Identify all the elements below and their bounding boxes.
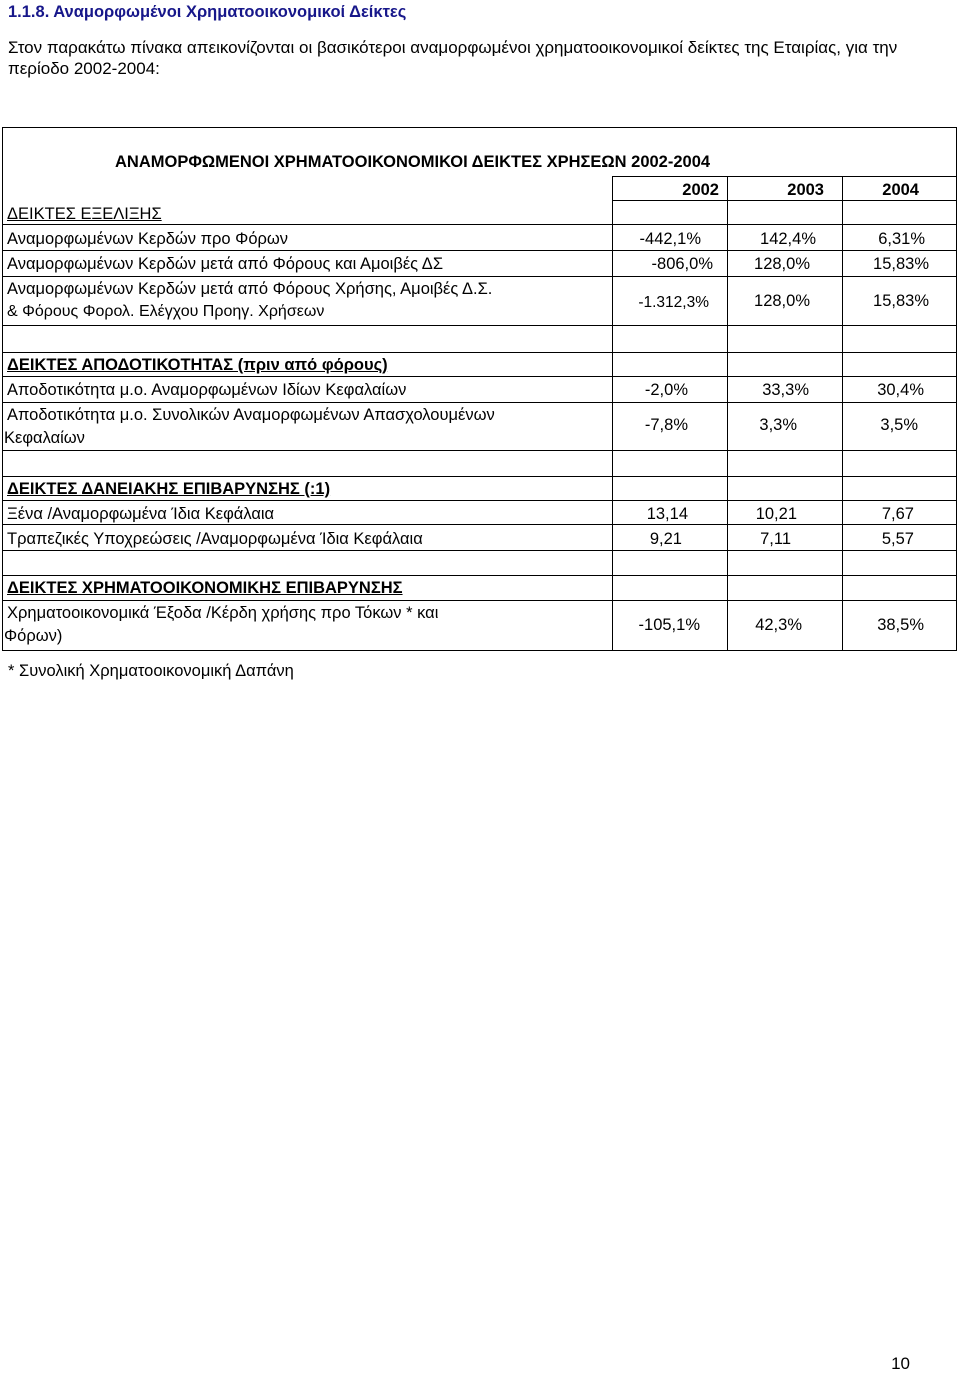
footnote: * Συνολική Χρηματοοικονομική Δαπάνη bbox=[8, 662, 294, 680]
row-label-line: Αναμορφωμένων Κερδών μετά από Φόρους Χρήσης, Αμοιβές Δ.Σ. bbox=[7, 280, 493, 298]
year-header: 2003 bbox=[787, 181, 824, 199]
row-value: 9,21 bbox=[649, 530, 682, 548]
row-value: 128,0% bbox=[754, 255, 810, 273]
row-value: -806,0% bbox=[651, 255, 713, 273]
row-value: 33,3% bbox=[762, 381, 809, 399]
row-value: 6,31% bbox=[878, 230, 925, 248]
row-value: 15,83% bbox=[873, 255, 929, 273]
group-heading-financial: ΔΕΙΚΤΕΣ ΧΡΗΜΑΤΟΟΙΚΟΝΟΜΙΚΗΣ ΕΠΙΒΑΡΥΝΣΗΣ bbox=[7, 579, 403, 597]
year-header: 2004 bbox=[882, 181, 919, 199]
row-divider bbox=[2, 476, 957, 477]
row-divider bbox=[2, 325, 957, 326]
page-number: 10 bbox=[891, 1354, 910, 1373]
row-label-line: Αποδοτικότητα μ.ο. Συνολικών Αναμορφωμένων Απασχολουμένων bbox=[7, 406, 495, 424]
row-label-line: & Φόρους Φορολ. Ελέγχου Προηγ. Χρήσεων bbox=[7, 303, 325, 320]
row-divider bbox=[2, 250, 957, 251]
table-border-top bbox=[2, 127, 957, 128]
row-label-line: Κεφαλαίων bbox=[4, 429, 85, 447]
row-value: -7,8% bbox=[644, 416, 688, 434]
row-divider bbox=[2, 600, 957, 601]
row-value: 30,4% bbox=[877, 381, 924, 399]
row-divider bbox=[2, 224, 957, 225]
table-border-bottom bbox=[2, 650, 957, 651]
row-label: Ξένα /Αναμορφωμένα Ίδια Κεφάλαια bbox=[7, 505, 275, 523]
row-divider bbox=[2, 352, 957, 353]
intro-paragraph: Στον παρακάτω πίνακα απεικονίζονται οι βασικότεροι αναμορφωμένοι χρηματοοικονομικοί δείκτες της Εταιρίας, για την περίοδο 2002-2004: bbox=[8, 38, 898, 78]
year-header: 2002 bbox=[682, 181, 719, 199]
row-value: 128,0% bbox=[754, 292, 810, 310]
row-label: Τραπεζικές Υποχρεώσεις /Αναμορφωμένα Ίδια Κεφάλαια bbox=[7, 530, 423, 548]
group-heading-profitability: ΔΕΙΚΤΕΣ ΑΠΟΔΟΤΙΚΟΤΗΤΑΣ (πριν από φόρους) bbox=[7, 356, 388, 374]
row-value: 5,57 bbox=[881, 530, 914, 548]
row-divider bbox=[2, 402, 957, 403]
row-value: 142,4% bbox=[760, 230, 816, 248]
row-label: Αποδοτικότητα μ.ο. Αναμορφωμένων Ιδίων Κεφαλαίων bbox=[7, 381, 407, 399]
row-label-line: Φόρων) bbox=[4, 627, 63, 645]
table-border-left bbox=[2, 127, 3, 651]
row-value: -442,1% bbox=[639, 230, 701, 248]
row-divider bbox=[2, 550, 957, 551]
table-title: ΑΝΑΜΟΡΦΩΜΕΝΟΙ ΧΡΗΜΑΤΟΟΙΚΟΝΟΜΙΚΟΙ ΔΕΙΚΤΕΣ ΧΡΗΣΕΩΝ 2002-2004 bbox=[115, 153, 711, 171]
row-value: 7,67 bbox=[881, 505, 914, 523]
row-value: 42,3% bbox=[755, 616, 802, 634]
group-heading-growth: ΔΕΙΚΤΕΣ ΕΞΕΛΙΞΗΣ bbox=[7, 205, 162, 223]
row-value: 3,3% bbox=[759, 416, 797, 434]
row-value: -1.312,3% bbox=[638, 294, 709, 311]
row-value: 38,5% bbox=[877, 616, 924, 634]
table-border-right bbox=[956, 127, 957, 651]
section-title: 1.1.8. Αναμορφωμένοι Χρηματοοικονομικοί Δείκτες bbox=[8, 3, 407, 21]
row-divider bbox=[2, 500, 957, 501]
row-value: -2,0% bbox=[644, 381, 688, 399]
group-heading-leverage: ΔΕΙΚΤΕΣ ΔΑΝΕΙΑΚΗΣ ΕΠΙΒΑΡΥΝΣΗΣ (:1) bbox=[7, 480, 331, 498]
row-value: -105,1% bbox=[638, 616, 700, 634]
year-header-top-rule bbox=[612, 176, 957, 177]
row-divider bbox=[2, 524, 957, 525]
row-divider bbox=[2, 450, 957, 451]
row-label: Αναμορφωμένων Κερδών μετά από Φόρους και Αμοιβές ΔΣ bbox=[7, 255, 444, 273]
row-divider bbox=[2, 276, 957, 277]
row-divider bbox=[2, 575, 957, 576]
row-value: 7,11 bbox=[760, 530, 791, 548]
row-value: 13,14 bbox=[646, 505, 688, 523]
row-value: 15,83% bbox=[873, 292, 929, 310]
row-label-line: Χρηματοοικονομικά Έξοδα /Κέρδη χρήσης προ Τόκων * και bbox=[7, 604, 439, 622]
row-value: 10,21 bbox=[755, 505, 797, 523]
row-divider bbox=[2, 376, 957, 377]
row-value: 3,5% bbox=[880, 416, 918, 434]
row-label: Αναμορφωμένων Κερδών προ Φόρων bbox=[7, 230, 289, 248]
row-divider bbox=[612, 200, 957, 201]
